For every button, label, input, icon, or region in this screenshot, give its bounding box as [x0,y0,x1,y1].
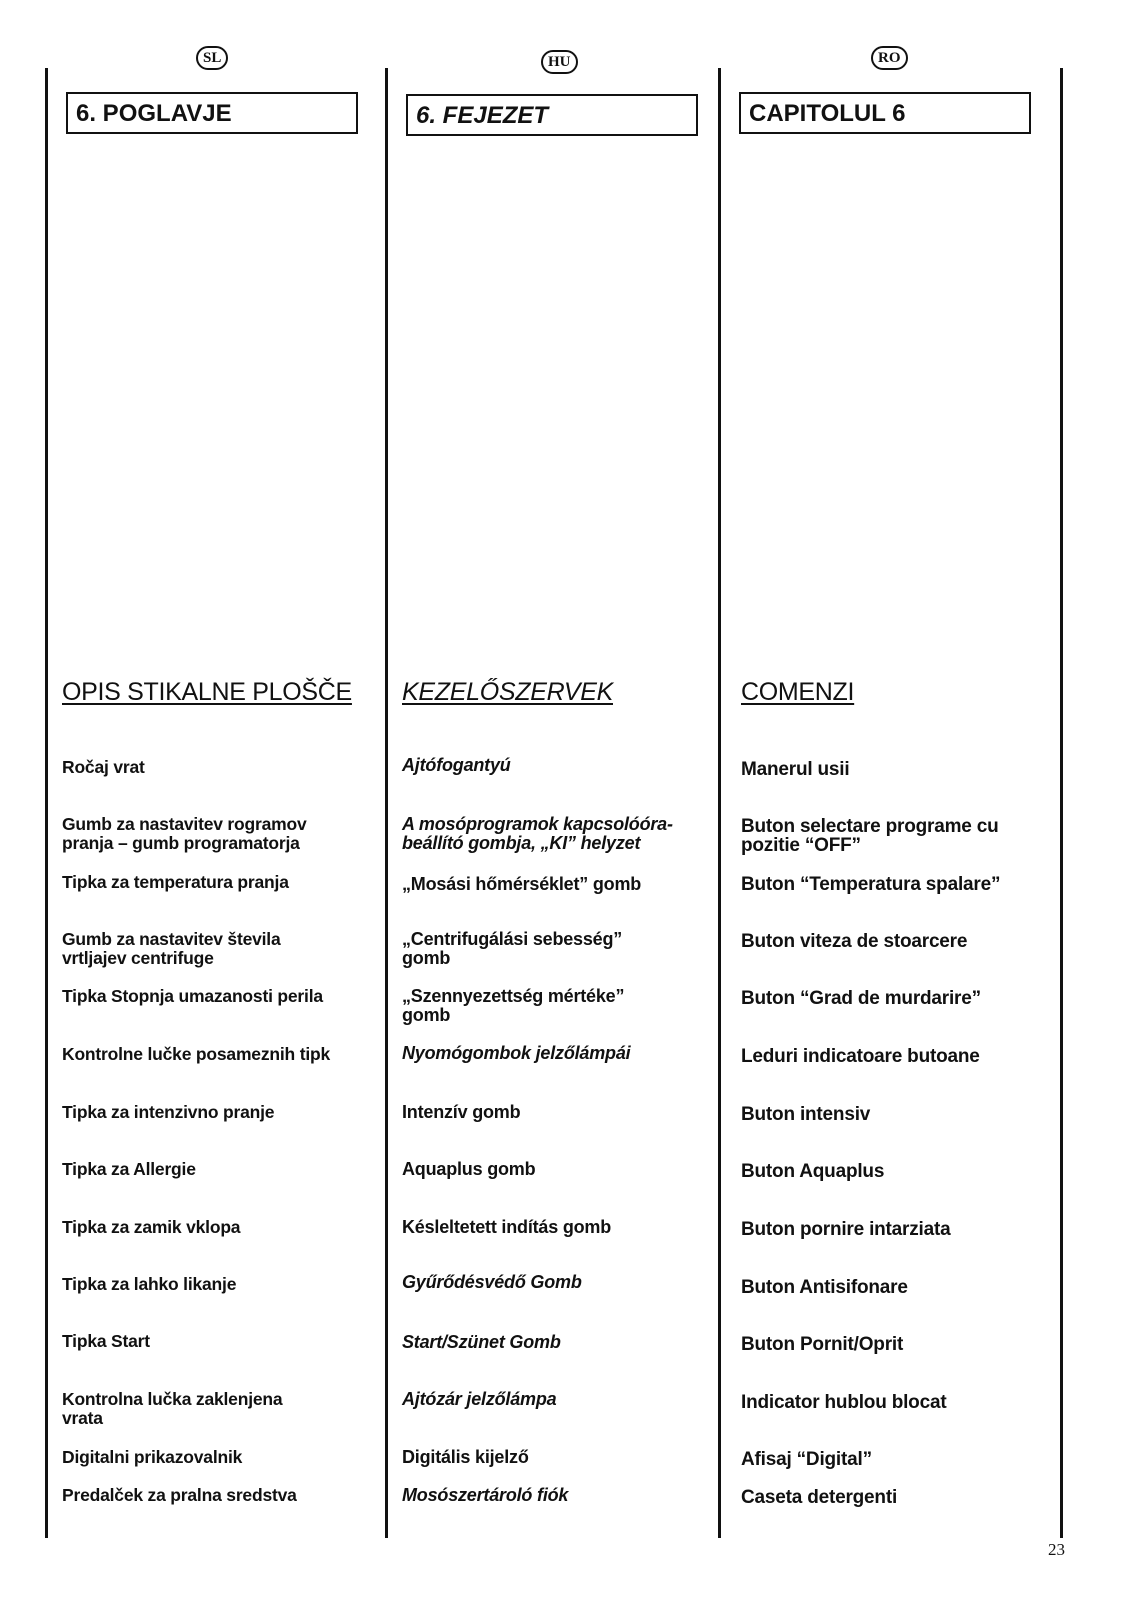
control-label-hu-8: Aquaplus gomb [402,1159,536,1179]
control-label-hu-2: A mosóprogramok kapcsolóóra- beállító gombja, „KI” helyzet [402,814,673,853]
control-label-hu-5: „Szennyezettség mértéke” gomb [402,986,625,1025]
page-number: 23 [1048,1540,1065,1559]
control-label-sl-13: Digitalni prikazovalnik [62,1447,243,1467]
control-label-sl-4: Gumb za nastavitev števila vrtljajev centrifuge [62,929,281,968]
control-label-ro-14: Caseta detergenti [741,1487,898,1508]
chapter-title-sl: 6. POGLAVJE [66,92,358,134]
control-label-hu-6: Nyomógombok jelzőlámpái [402,1043,631,1063]
control-label-ro-1: Manerul usii [741,759,850,780]
control-label-ro-4: Buton viteza de stoarcere [741,931,968,952]
column-ro [721,0,1060,1560]
control-label-sl-5: Tipka Stopnja umazanosti perila [62,986,323,1006]
control-label-ro-10: Buton Antisifonare [741,1277,908,1298]
control-label-sl-2: Gumb za nastavitev rogramov pranja – gumb programatorja [62,814,307,853]
language-badge-sl: SL [196,46,228,70]
control-label-ro-7: Buton intensiv [741,1104,871,1125]
control-label-sl-8: Tipka za Allergie [62,1159,196,1179]
control-label-hu-10: Gyűrődésvédő Gomb [402,1272,582,1292]
control-label-ro-6: Leduri indicatoare butoane [741,1046,980,1067]
control-label-ro-5: Buton “Grad de murdarire” [741,988,981,1009]
chapter-title-ro: CAPITOLUL 6 [739,92,1031,134]
control-label-hu-9: Késleltetett indítás gomb [402,1217,612,1237]
language-badge-ro: RO [871,46,908,70]
section-heading-sl: OPIS STIKALNE PLOŠČE [62,678,352,706]
control-label-hu-14: Mosószertároló fiók [402,1485,569,1505]
control-label-hu-11: Start/Szünet Gomb [402,1332,561,1352]
control-label-ro-9: Buton pornire intarziata [741,1219,951,1240]
control-label-hu-1: Ajtófogantyú [402,755,511,775]
control-label-hu-4: „Centrifugálási sebesség” gomb [402,929,623,968]
control-label-ro-3: Buton “Temperatura spalare” [741,874,1001,895]
control-label-sl-9: Tipka za zamik vklopa [62,1217,241,1237]
control-label-hu-13: Digitális kijelző [402,1447,529,1467]
control-label-sl-1: Ročaj vrat [62,757,145,777]
section-heading-ro: COMENZI [741,678,855,706]
control-label-sl-10: Tipka za lahko likanje [62,1274,237,1294]
control-label-hu-3: „Mosási hőmérséklet” gomb [402,874,642,894]
control-label-ro-11: Buton Pornit/Oprit [741,1334,904,1355]
control-label-sl-7: Tipka za intenzivno pranje [62,1102,275,1122]
control-label-sl-12: Kontrolna lučka zaklenjena vrata [62,1389,283,1428]
control-label-sl-14: Predalček za pralna sredstva [62,1485,297,1505]
control-label-hu-12: Ajtózár jelzőlámpa [402,1389,557,1409]
language-badge-hu: HU [541,50,578,74]
control-label-sl-11: Tipka Start [62,1331,150,1351]
control-label-ro-8: Buton Aquaplus [741,1161,885,1182]
column-hu [388,0,718,1560]
control-label-sl-6: Kontrolne lučke posameznih tipk [62,1044,331,1064]
chapter-title-hu: 6. FEJEZET [406,94,698,136]
control-label-ro-12: Indicator hublou blocat [741,1392,947,1413]
control-label-ro-2: Buton selectare programe cu pozitie “OFF” [741,816,999,856]
section-heading-hu: KEZELŐSZERVEK [402,678,613,706]
column-sl [0,0,385,1560]
control-label-ro-13: Afisaj “Digital” [741,1449,872,1470]
control-label-hu-7: Intenzív gomb [402,1102,521,1122]
column-rule-right [1060,68,1063,1538]
control-label-sl-3: Tipka za temperatura pranja [62,872,289,892]
